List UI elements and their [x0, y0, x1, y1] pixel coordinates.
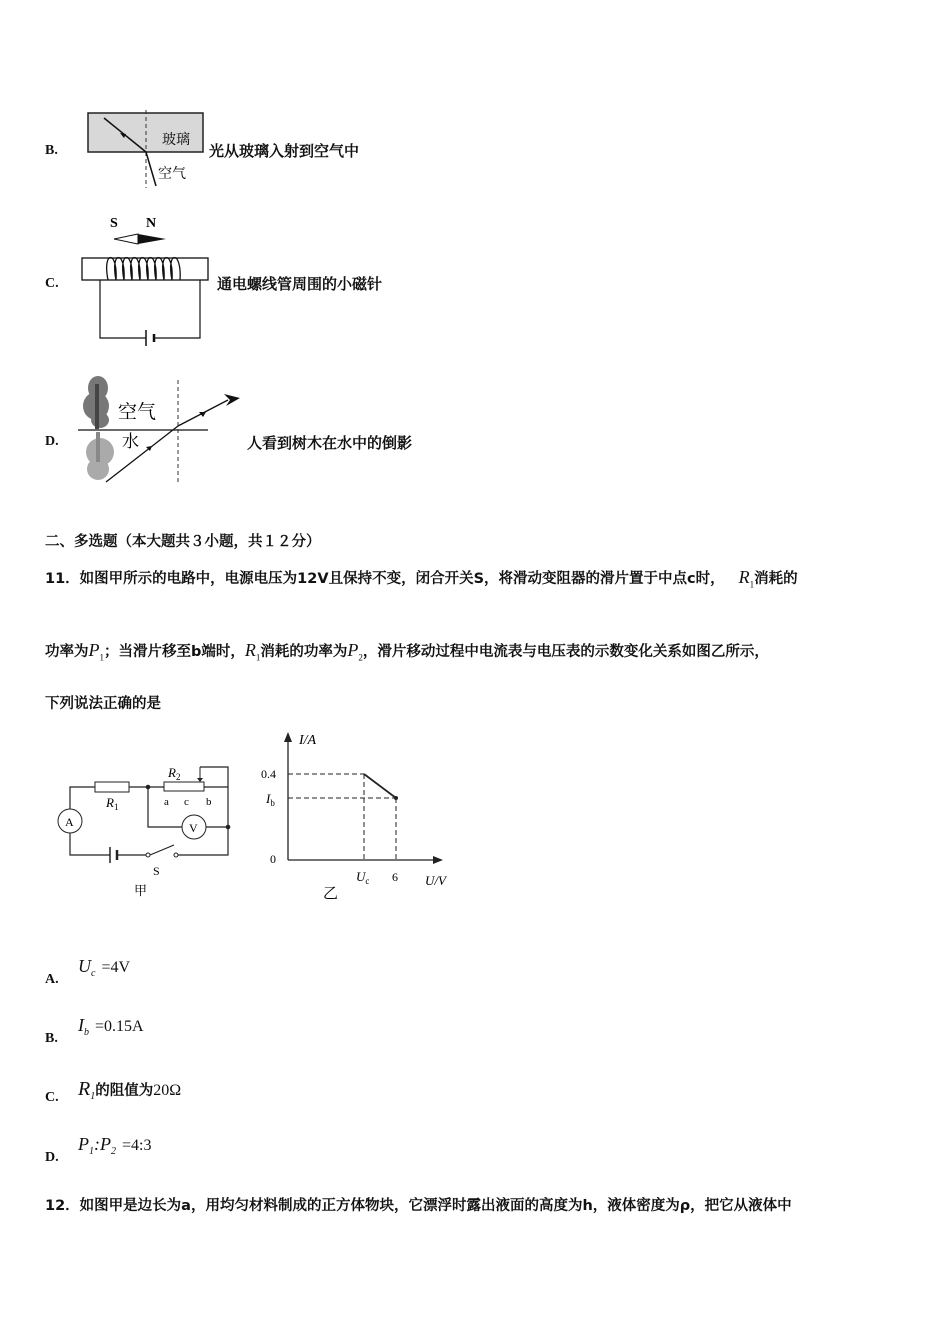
- option-d-caption: 人看到树木在水中的倒影: [247, 434, 413, 452]
- q12-line1: 12．如图甲是边长为a，用均匀材料制成的正方体物块，它漂浮时露出液面的高度为h，液体密度为ρ，把它从液体中: [45, 1198, 792, 1214]
- ammeter-label: A: [65, 815, 74, 829]
- terminal-b: b: [206, 796, 212, 808]
- q11-option-letter-b: B.: [45, 1031, 58, 1046]
- needle-n: [138, 234, 166, 244]
- r1-label: $R_1$: [106, 795, 119, 812]
- solenoid-figure: [78, 210, 213, 350]
- section-title: 二、多选题（本大题共３小题，共１２分）: [45, 534, 321, 550]
- s-pole-label: S: [110, 216, 118, 231]
- q11-option-letter-c: C.: [45, 1090, 59, 1105]
- glass-refraction-figure: [82, 110, 207, 190]
- r1-symbol: $R_1$: [738, 567, 755, 590]
- q11-option-letter-a: A.: [45, 972, 59, 987]
- p2-symbol: $P_2$: [347, 640, 363, 663]
- water-label: 水: [122, 432, 139, 451]
- graph-caption: 乙: [323, 886, 339, 902]
- terminal-c: c: [184, 796, 189, 808]
- q11-option-letter-d: D.: [45, 1150, 59, 1165]
- terminal-a: a: [164, 796, 169, 808]
- q11-option-d: $P_1:P_2$ =4:3: [78, 1134, 152, 1158]
- resistor-r2: [164, 782, 204, 791]
- air-label: 空气: [118, 402, 157, 423]
- q11-option-c: $R_1$的阻值为20Ω: [78, 1078, 182, 1103]
- q11-option-a: $U_c =4V$: [78, 956, 131, 980]
- r2-label: $R_2$: [168, 765, 181, 782]
- y-tick-0.4: 0.4: [261, 767, 276, 781]
- option-letter-c: C.: [45, 276, 59, 291]
- wire-right: [154, 280, 200, 338]
- slider-arrow: [197, 778, 203, 782]
- solenoid-core: [82, 258, 208, 280]
- option-c-caption: 通电螺线管周围的小磁针: [217, 275, 383, 293]
- x-tick-uc: $U_c$: [356, 869, 370, 886]
- switch-blade: [150, 845, 174, 855]
- y-axis-label: I/A: [299, 733, 317, 748]
- air-label: 空气: [158, 167, 186, 182]
- glass-label: 玻璃: [162, 133, 190, 148]
- iu-graph: [255, 728, 460, 903]
- q11-line1: 11．如图甲所示的电路中，电源电压为12V且保持不变，闭合开关S，将滑动变阻器的滑片置于中点c时， $R_1$消耗的: [45, 567, 798, 590]
- option-letter-b: B.: [45, 143, 58, 158]
- n-pole-label: N: [146, 216, 157, 231]
- circuit-figure: [50, 755, 245, 905]
- wire-left: [100, 280, 146, 338]
- q11-line3: 下列说法正确的是: [45, 696, 161, 712]
- eye-icon: [224, 394, 240, 406]
- refracted-ray: [146, 152, 156, 186]
- option-letter-d: D.: [45, 434, 59, 449]
- tree-reflection-figure: [78, 372, 248, 487]
- needle-s: [114, 234, 138, 244]
- iu-line: [364, 774, 396, 798]
- ray-in-water: [106, 426, 178, 482]
- q11-option-b: $I_b =0.15A$: [78, 1015, 144, 1039]
- voltmeter-label: V: [189, 821, 198, 835]
- tree-reflection: [86, 432, 114, 480]
- q11-line2: 功率为$P_1$；当滑片移至b端时，$R_1$消耗的功率为$P_2$，滑片移动过程中电流表与电压表的示数变化关系如图乙所示，: [45, 640, 769, 663]
- origin-label: 0: [270, 852, 276, 866]
- circuit-caption: 甲: [134, 883, 148, 898]
- y-tick-ib: $I_b$: [266, 791, 275, 808]
- r1-symbol-2: $R_1$: [244, 640, 261, 663]
- switch-label: S: [153, 864, 160, 878]
- x-axis-label: U/V: [425, 873, 446, 888]
- tree: [83, 376, 109, 429]
- resistor-r1: [95, 782, 129, 792]
- option-b-caption: 光从玻璃入射到空气中: [209, 142, 360, 160]
- p1-symbol: $P_1$: [88, 640, 104, 663]
- x-tick-6: 6: [392, 870, 398, 884]
